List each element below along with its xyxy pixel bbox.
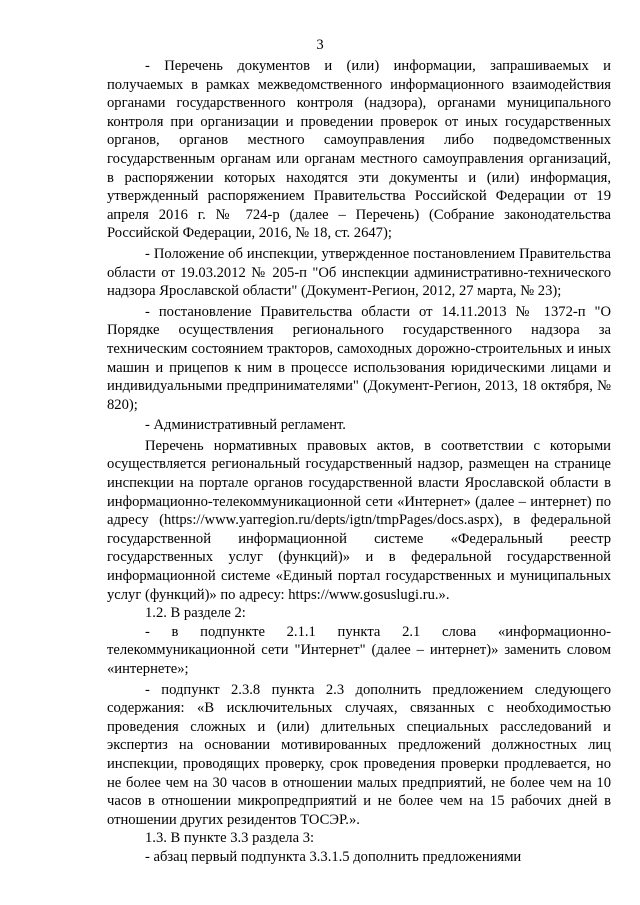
paragraph-abzac-3-3-1-5: - абзац первый подпункта 3.3.1.5 дополнить предложениями (145, 848, 522, 865)
paragraph-podpunkt-2-3-8: - подпункт 2.3.8 пункта 2.3 дополнить предложением следующего содержания: «В исключительных случаях, связанных с необходимостью проведения сложных и (или) длительных специальных расследований и экспертиз на основании мотивированных предложений должностных лиц инспекции, проводящих проверку, срок проведения проверки продлевается, но не более чем на 30 часов в отношении малых предприятий, не более чем на 10 часов в отношении микропредприятий и не более чем на 15 рабочих дней в отношении других резидентов ТОСЭР.». (107, 681, 611, 828)
page-number: 3 (316, 37, 324, 53)
paragraph-polozhenie-ob-inspekcii: - Положение об инспекции, утвержденное постановлением Правительства области от 19.03.2012 № 205-п "Об инспекции административно-технического надзора Ярославской области" (Документ-Регион, 2012, 27 марта, № 23); (107, 245, 611, 300)
paragraph-administrativnyi-reglament: - Административный регламент. (145, 417, 346, 434)
paragraph-section-1-2: 1.2. В разделе 2: (145, 605, 246, 622)
paragraph-podpunkt-2-1-1: - в подпункте 2.1.1 пункта 2.1 слова «информационно-телекоммуникационной сети "Интернет" (далее – интернет)» заменить словом «интернете»; (107, 623, 611, 677)
paragraph-perechen-npa: Перечень нормативных правовых актов, в соответствии с которыми осуществляется региональный государственный надзор, размещен на странице инспекции на портале органов государственной власти Ярославской области в информационно-телекоммуникационной сети «Интернет» (далее – интернет) по адресу (https://www.yarregion.ru/depts/igtn/tmpPages/docs.aspx), в федеральной государственной информационной системе «Федеральный реестр государственных услуг (функций)» и в федеральной государственной информационной системе «Единый портал государственных и муниципальных услуг (функций)» по адресу: https://www.gosuslugi.ru.». (107, 437, 611, 603)
paragraph-section-1-3: 1.3. В пункте 3.3 раздела 3: (145, 830, 315, 847)
document-body (107, 57, 611, 867)
paragraph-perechen-dokumentov: - Перечень документов и (или) информации, запрашиваемых и получаемых в рамках межведомственного информационного взаимодействия органами государственного контроля (надзора), органами муниципального контроля при организации и проведении проверок от иных государственных органов, органов местного самоуправления либо подведомственных государственным органам или органам местного самоуправления организаций, в распоряжении которых находятся эти документы и (или) информация, утвержденный распоряжением Правительства Российской Федерации от 19 апреля 2016 г. № 724-р (далее – Перечень) (Собрание законодательства Российской Федерации, 2016, № 18, ст. 2647); (107, 58, 611, 242)
paragraph-postanovlenie-1372-p: - постановление Правительства области от 14.11.2013 № 1372-п "О Порядке осуществления регионального государственного надзора за техническим состоянием тракторов, самоходных дорожно-строительных и иных машин и прицепов к ним в процессе использования юридическими лицами и индивидуальными предпринимателями" (Документ-Регион, 2013, 18 октября, № 820); (107, 303, 611, 413)
